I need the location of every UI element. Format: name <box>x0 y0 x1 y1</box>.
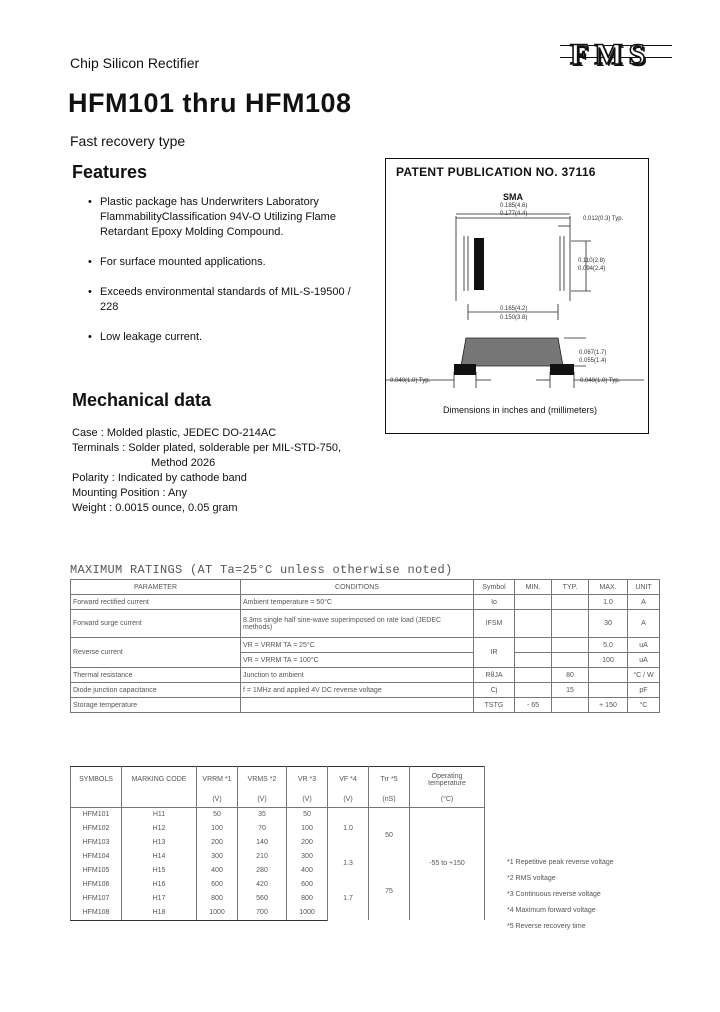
vf-cell: 1.3 <box>328 850 369 878</box>
footnote: *2 RMS voltage <box>507 875 556 882</box>
table-row <box>71 610 660 638</box>
features-list <box>88 195 368 360</box>
footnote: *1 Repetitive peak reverse voltage <box>507 859 614 866</box>
cell: 200 <box>197 836 238 850</box>
dim-label: 0.150(3.8) <box>500 315 528 321</box>
cell: °C <box>628 698 660 713</box>
column-header: Trr *5 <box>369 767 410 793</box>
dim-label: 0.012(0.3) Typ. <box>583 216 624 222</box>
column-header: MIN. <box>515 580 552 595</box>
cell: Diode junction capacitance <box>71 683 241 698</box>
cell: Thermal resistance <box>71 668 241 683</box>
cell <box>589 668 628 683</box>
column-header: Symbol <box>474 580 515 595</box>
table-row <box>71 683 660 698</box>
cell: H17 <box>122 892 197 906</box>
product-type: Fast recovery type <box>70 133 186 149</box>
vf-cell: 1.7 <box>328 878 369 921</box>
cell: 50 <box>197 807 238 822</box>
cell: Forward surge current <box>71 610 241 638</box>
cell: °C / W <box>628 668 660 683</box>
cell: RθJA <box>474 668 515 683</box>
footnote: *4 Maximum forward voltage <box>507 907 596 914</box>
dimensions-note: Dimensions in inches and (millimeters) <box>443 405 598 415</box>
unit-cell <box>71 793 122 808</box>
trr-cell: 50 <box>369 807 410 864</box>
cell: 100 <box>589 653 628 668</box>
cell <box>515 668 552 683</box>
units-row <box>71 793 485 808</box>
column-header: VR *3 <box>287 767 328 793</box>
footnote: *5 Reverse recovery time <box>507 923 586 930</box>
column-header: TYP. <box>552 580 589 595</box>
table-header-row <box>71 767 485 793</box>
cell <box>515 610 552 638</box>
package-body <box>461 338 563 366</box>
column-header: SYMBOLS <box>71 767 122 793</box>
mech-line: Weight : 0.0015 ounce, 0.05 gram <box>72 502 238 514</box>
footnotes <box>507 855 614 935</box>
feature-item: • Low leakage current. <box>88 330 368 345</box>
mech-line: Terminals : Solder plated, solderable per MIL-STD-750, <box>72 442 342 454</box>
cell: H13 <box>122 836 197 850</box>
parts-table <box>70 766 485 921</box>
table-row <box>71 807 485 822</box>
cell: Cj <box>474 683 515 698</box>
cell: VR = VRRM TA = 100°C <box>241 653 474 668</box>
cell <box>515 653 552 668</box>
cell: 210 <box>238 850 287 864</box>
cell: H12 <box>122 822 197 836</box>
cell: + 150 <box>589 698 628 713</box>
cell: H11 <box>122 807 197 822</box>
cell: HFM101 <box>71 807 122 822</box>
mech-line: Method 2026 <box>151 457 216 469</box>
features-heading: Features <box>72 162 148 182</box>
table-row <box>71 668 660 683</box>
table-row <box>71 595 660 610</box>
cell: VR = VRRM TA = 25°C <box>241 638 474 653</box>
cell: 600 <box>287 878 328 892</box>
cell: 100 <box>287 822 328 836</box>
cell: HFM107 <box>71 892 122 906</box>
cell: 800 <box>287 892 328 906</box>
cell <box>552 638 589 653</box>
cell: 700 <box>238 906 287 921</box>
dim-label: 0.185(4.6) <box>500 203 528 209</box>
cell <box>552 653 589 668</box>
cell: 400 <box>287 864 328 878</box>
cell: HFM102 <box>71 822 122 836</box>
cell: TSTG <box>474 698 515 713</box>
document-subtitle: Chip Silicon Rectifier <box>70 55 200 71</box>
cell: pF <box>628 683 660 698</box>
cell: 5.0 <box>589 638 628 653</box>
cell: Reverse current <box>71 638 241 668</box>
column-header: MARKING CODE <box>122 767 197 793</box>
cell: 200 <box>287 836 328 850</box>
cell <box>515 595 552 610</box>
cell: H14 <box>122 850 197 864</box>
cell: 600 <box>197 878 238 892</box>
cell <box>515 638 552 653</box>
cell <box>589 683 628 698</box>
feature-item: • Plastic package has Underwriters Laboratory FlammabilityClassification 94V-O Utilizing Flame Retardant Epoxy Molding Compound. <box>88 195 368 240</box>
cell: uA <box>628 653 660 668</box>
cell: H15 <box>122 864 197 878</box>
mech-line: Mounting Position : Any <box>72 487 187 499</box>
cell: H18 <box>122 906 197 921</box>
dim-label: 0.055(1.4) <box>579 358 607 364</box>
cell: HFM104 <box>71 850 122 864</box>
cell: HFM105 <box>71 864 122 878</box>
unit-cell: (V) <box>238 793 287 808</box>
cell: Forward rectified current <box>71 595 241 610</box>
cell: 30 <box>589 610 628 638</box>
cell: 8.3ms single half sine-wave superimposed on rate load (JEDEC methods) <box>241 610 474 638</box>
cathode-band <box>474 238 484 290</box>
cell: A <box>628 610 660 638</box>
ratings-title: MAXIMUM RATINGS (AT Ta=25°C unless otherwise noted) <box>70 563 453 577</box>
package-name: SMA <box>503 192 523 202</box>
cell: 300 <box>287 850 328 864</box>
cell: uA <box>628 638 660 653</box>
cell: HFM108 <box>71 906 122 921</box>
column-header: VRMS *2 <box>238 767 287 793</box>
vf-cell: 1.0 <box>328 807 369 850</box>
cell: 420 <box>238 878 287 892</box>
cell <box>552 698 589 713</box>
dim-label: 0.040(1.0) Typ. <box>390 378 431 384</box>
cell: 400 <box>197 864 238 878</box>
ratings-table <box>70 579 660 713</box>
dim-label: 0.094(2.4) <box>578 266 606 272</box>
cell: Ambient temperature = 50°C <box>241 595 474 610</box>
cell: 15 <box>552 683 589 698</box>
cell: 50 <box>287 807 328 822</box>
table-header-row <box>71 580 660 595</box>
dim-label: 0.067(1.7) <box>579 350 607 356</box>
cell <box>552 610 589 638</box>
column-header: CONDITIONS <box>241 580 474 595</box>
cell: 1000 <box>197 906 238 921</box>
mech-line: Case : Molded plastic, JEDEC DO-214AC <box>72 427 277 439</box>
dim-label: 0.110(2.8) <box>578 258 605 264</box>
cell: 35 <box>238 807 287 822</box>
cell: IFSM <box>474 610 515 638</box>
cell: 140 <box>238 836 287 850</box>
cell: 1000 <box>287 906 328 921</box>
column-header: VF *4 <box>328 767 369 793</box>
footnote: *3 Continuous reverse voltage <box>507 891 601 898</box>
mechanical-heading: Mechanical data <box>72 390 212 410</box>
cell: 100 <box>197 822 238 836</box>
column-header: Operating temperature <box>410 767 485 793</box>
operating-temp-cell: -55 to +150 <box>410 807 485 920</box>
cell <box>515 683 552 698</box>
unit-cell: (nS) <box>369 793 410 808</box>
cell <box>552 595 589 610</box>
mech-line: Polarity : Indicated by cathode band <box>72 472 247 484</box>
cell: 70 <box>238 822 287 836</box>
cell: f = 1MHz and applied 4V DC reverse voltage <box>241 683 474 698</box>
cell: Storage temperature <box>71 698 241 713</box>
left-lead <box>454 364 476 375</box>
fms-logo: FMS <box>570 38 652 71</box>
cell: 1.0 <box>589 595 628 610</box>
cell: 80 <box>552 668 589 683</box>
unit-cell: (V) <box>197 793 238 808</box>
dim-label: 0.040(1.0) Typ. <box>580 378 621 384</box>
cell: 300 <box>197 850 238 864</box>
patent-title: PATENT PUBLICATION NO. 37116 <box>396 165 596 179</box>
column-header: VRRM *1 <box>197 767 238 793</box>
cell: 280 <box>238 864 287 878</box>
cell: IR <box>474 638 515 668</box>
page-title: HFM101 thru HFM108 <box>68 88 352 118</box>
cell: H16 <box>122 878 197 892</box>
dim-label: 0.165(4.2) <box>500 306 528 312</box>
cell: - 65 <box>515 698 552 713</box>
mechanical-data <box>72 426 341 516</box>
cell <box>241 698 474 713</box>
column-header: MAX. <box>589 580 628 595</box>
cell: Junction to ambient <box>241 668 474 683</box>
cell: HFM103 <box>71 836 122 850</box>
cell: 560 <box>238 892 287 906</box>
unit-cell: (V) <box>328 793 369 808</box>
unit-cell <box>122 793 197 808</box>
feature-item: • Exceeds environmental standards of MIL-S-19500 / 228 <box>88 285 368 315</box>
column-header: PARAMETER <box>71 580 241 595</box>
feature-item: • For surface mounted applications. <box>88 255 368 270</box>
cell: A <box>628 595 660 610</box>
unit-cell: (°C) <box>410 793 485 808</box>
table-row <box>71 698 660 713</box>
table-row <box>71 638 660 653</box>
unit-cell: (V) <box>287 793 328 808</box>
cell: HFM106 <box>71 878 122 892</box>
column-header: UNIT <box>628 580 660 595</box>
trr-cell: 75 <box>369 864 410 921</box>
cell: Io <box>474 595 515 610</box>
dim-label: 0.177(4.4) <box>500 211 528 217</box>
cell: 800 <box>197 892 238 906</box>
